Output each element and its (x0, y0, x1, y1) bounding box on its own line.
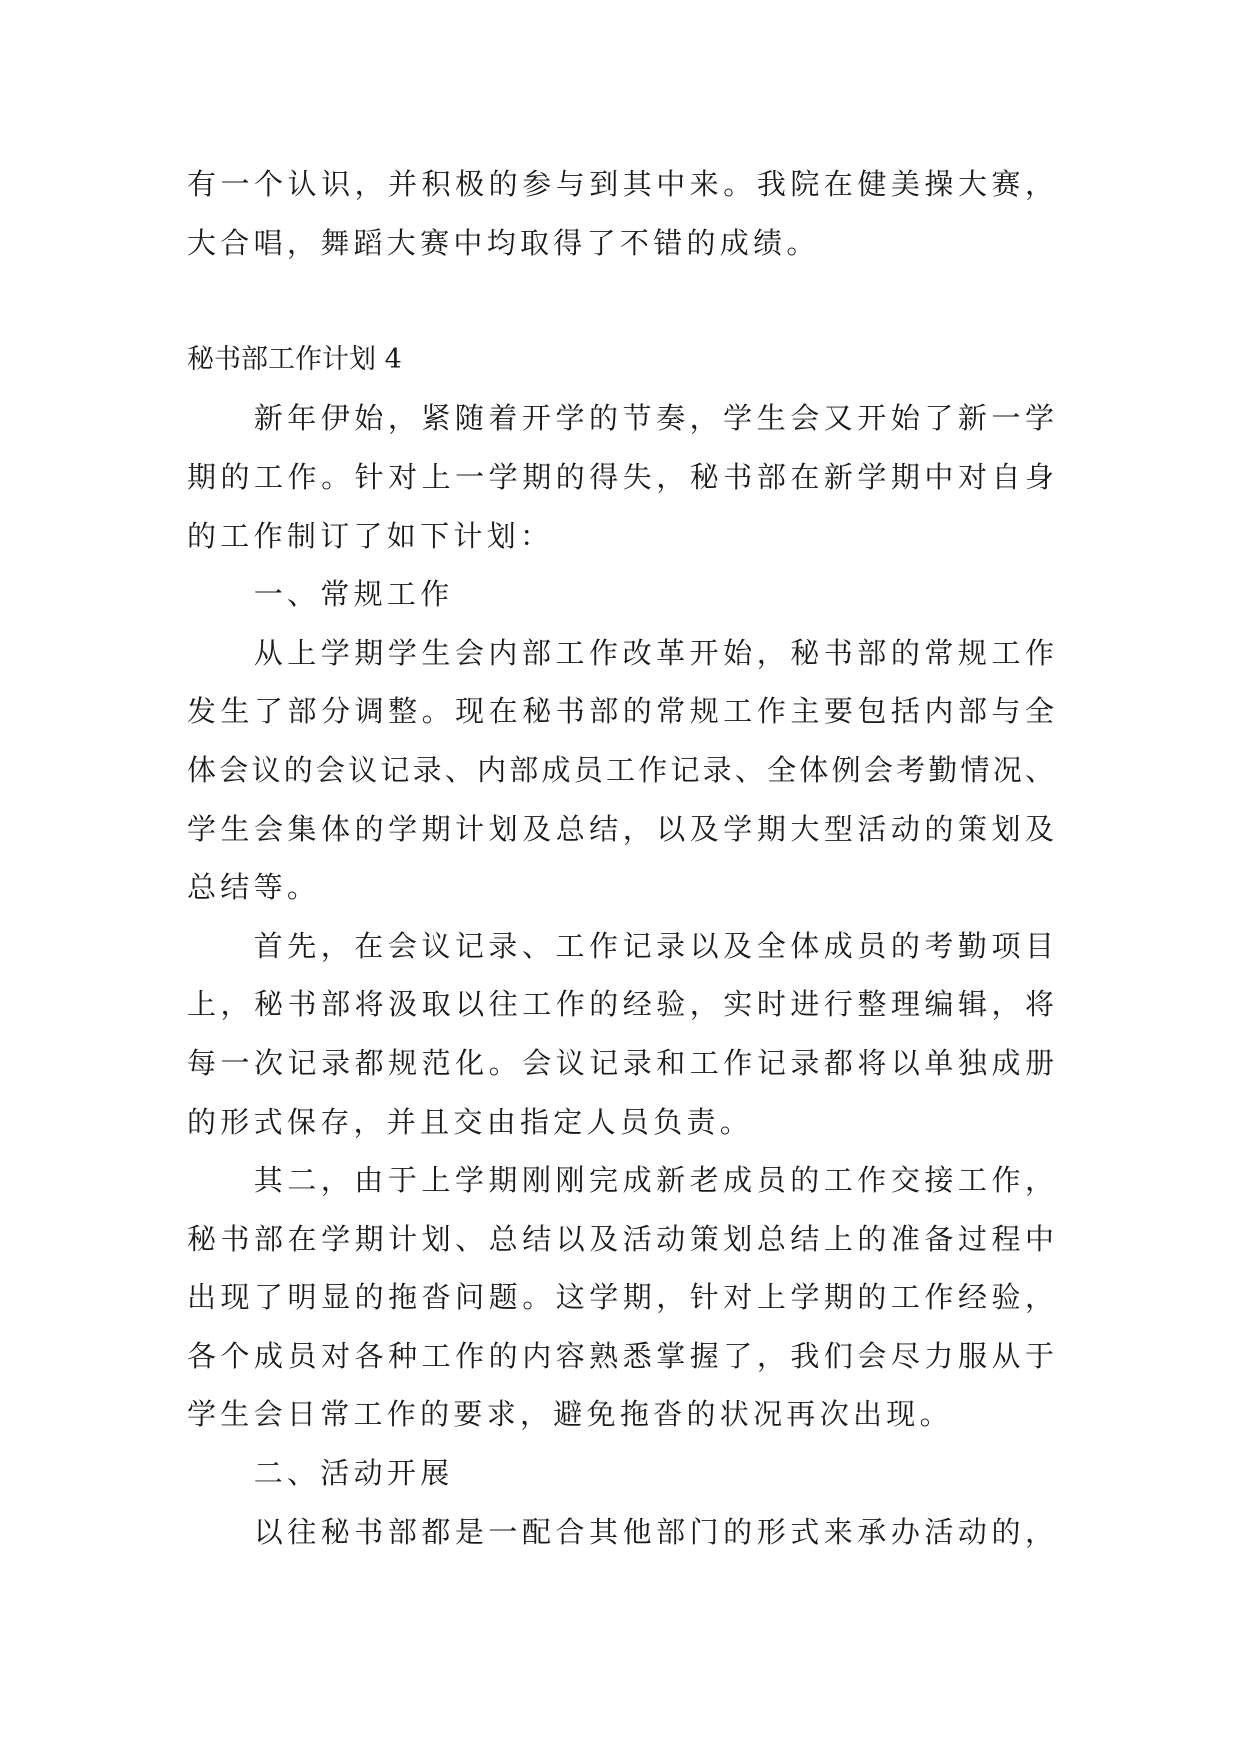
paragraph-line: 首先，在会议记录、工作记录以及全体成员的考勤项目 (253, 928, 1054, 963)
paragraph-line: 学生会集体的学期计划及总结，以及学期大型活动的策划及 (187, 811, 1054, 846)
paragraph-line: 期的工作。针对上一学期的得失，秘书部在新学期中对自身 (187, 459, 1054, 494)
paragraph-line: 总结等。 (187, 870, 321, 905)
paragraph-line: 其二，由于上学期刚刚完成新老成员的工作交接工作， (253, 1163, 1054, 1198)
paragraph-line: 的工作制订了如下计划： (187, 518, 554, 553)
paragraph-line: 以往秘书部都是一配合其他部门的形式来承办活动的， (253, 1514, 1054, 1549)
paragraph-line: 从上学期学生会内部工作改革开始，秘书部的常规工作 (253, 635, 1054, 670)
paragraph-line: 有一个认识，并积极的参与到其中来。我院在健美操大赛， (187, 167, 1054, 201)
paragraph-line: 上，秘书部将汲取以往工作的经验，实时进行整理编辑，将 (187, 987, 1054, 1022)
subsection-heading: 二、活动开展 (253, 1456, 454, 1491)
paragraph-line: 大合唱，舞蹈大赛中均取得了不错的成绩。 (187, 225, 820, 260)
subsection-heading: 一、常规工作 (253, 577, 454, 612)
paragraph-line: 秘书部在学期计划、总结以及活动策划总结上的准备过程中 (187, 1221, 1054, 1256)
paragraph-line: 学生会日常工作的要求，避免拖沓的状况再次出现。 (187, 1397, 953, 1432)
paragraph-line: 各个成员对各种工作的内容熟悉掌握了，我们会尽力服从于 (187, 1338, 1054, 1373)
paragraph-line: 体会议的会议记录、内部成员工作记录、全体例会考勤情况、 (187, 752, 1054, 787)
paragraph-line: 发生了部分调整。现在秘书部的常规工作主要包括内部与全 (187, 694, 1054, 729)
blank-line (187, 272, 1054, 331)
document-body (187, 155, 1054, 1561)
paragraph-line: 每一次记录都规范化。会议记录和工作记录都将以单独成册 (187, 1045, 1054, 1080)
section-title: 秘书部工作计划 4 (187, 343, 402, 375)
paragraph-line: 的形式保存，并且交由指定人员负责。 (187, 1104, 754, 1139)
paragraph-line: 出现了明显的拖沓问题。这学期，针对上学期的工作经验， (187, 1280, 1054, 1315)
paragraph-line: 新年伊始，紧随着开学的节奏，学生会又开始了新一学 (253, 401, 1054, 436)
